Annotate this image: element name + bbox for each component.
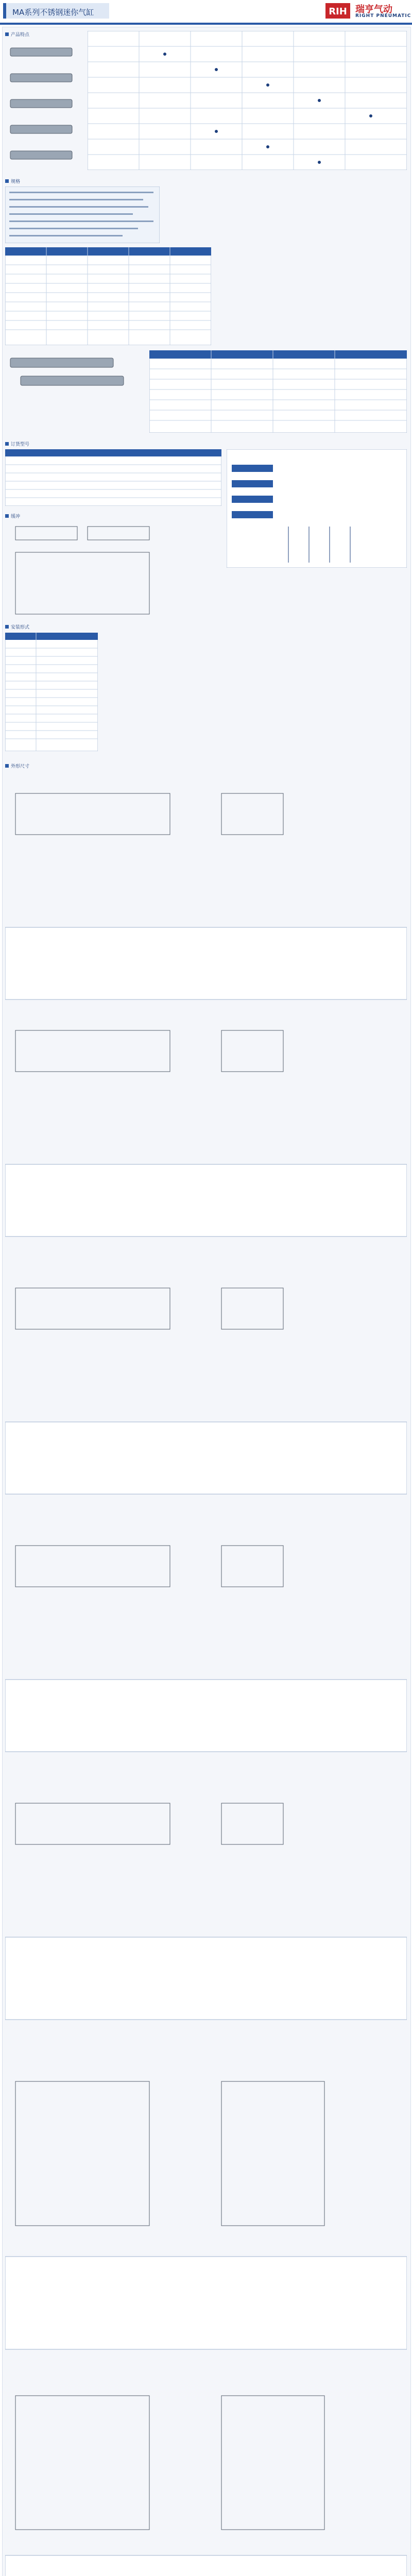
section-specs: 规格	[5, 178, 20, 185]
title-box	[3, 3, 109, 19]
logo-english: RIGHT PNEUMATIC	[355, 13, 411, 19]
section-cushion: 缓冲	[5, 513, 20, 520]
order-code-table	[5, 449, 221, 506]
spec-table	[5, 247, 211, 345]
dimension-drawings	[5, 773, 407, 2576]
order-code-diagram	[227, 449, 407, 568]
selection-matrix	[88, 31, 407, 170]
page-header	[0, 0, 412, 23]
svg-text:RIH: RIH	[329, 6, 347, 17]
cylinder-photos-2	[5, 350, 139, 397]
materials-table	[5, 633, 98, 751]
section-installation: 安装形式	[5, 623, 29, 631]
section-features: 产品特点	[5, 31, 29, 38]
page-title: MA系列不锈钢迷你气缸	[12, 8, 94, 17]
logo-mark-icon	[325, 2, 351, 20]
section-dimensions: 外形尺寸	[5, 762, 29, 770]
feature-list-panel	[5, 187, 160, 243]
header-band	[0, 23, 412, 25]
spec-table-2	[149, 350, 407, 433]
section-order-code: 订货型号	[5, 440, 29, 448]
installation-drawings	[5, 521, 221, 619]
product-photos	[5, 40, 82, 169]
logo-chinese: 瑞亨气动	[355, 4, 392, 15]
